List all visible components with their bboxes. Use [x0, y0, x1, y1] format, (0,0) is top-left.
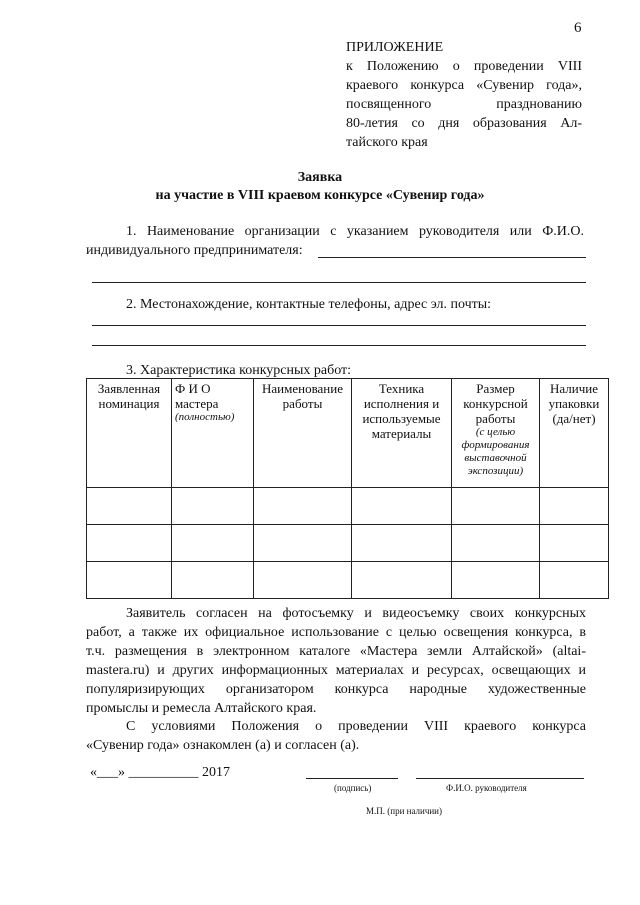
- appendix-line: тайского края: [346, 135, 428, 150]
- date-field[interactable]: «___» __________ 2017: [90, 765, 230, 780]
- table-cell[interactable]: [172, 562, 254, 599]
- page-number: 6: [574, 20, 582, 36]
- section-1: [86, 222, 584, 260]
- header-text: Наименование работы: [262, 381, 343, 411]
- table-cell[interactable]: [172, 488, 254, 525]
- table-header-row: [87, 379, 609, 488]
- consent-line: популяризирующих организатором конкурса народные художественные: [86, 682, 586, 697]
- address-field-line[interactable]: [92, 325, 586, 326]
- consent-paragraph: [86, 604, 586, 718]
- table-cell[interactable]: [540, 525, 609, 562]
- table-cell[interactable]: [452, 562, 540, 599]
- stamp-caption: М.П. (при наличии): [366, 806, 442, 816]
- signature-line[interactable]: [306, 778, 398, 779]
- document-subtitle: на участие в VIII краевом конкурсе «Сувенир года»: [155, 188, 485, 203]
- table-row: [87, 488, 609, 525]
- address-field-line[interactable]: [92, 345, 586, 346]
- consent-line: mastera.ru) и других информационных материалах и ресурсах, освещающих и: [86, 663, 586, 678]
- appendix-line: краевого конкурса «Сувенир года»,: [346, 78, 582, 93]
- section-1-line: 1. Наименование организации с указанием руководителя или Ф.И.О.: [126, 224, 584, 239]
- appendix-line: 80-летия со дня образования Ал-: [346, 116, 582, 131]
- table-cell[interactable]: [87, 488, 172, 525]
- name-caption: Ф.И.О. руководителя: [446, 783, 527, 793]
- header-note: (полностью): [175, 411, 235, 423]
- header-text: Ф И О мастера: [175, 381, 219, 411]
- table-header-cell: [352, 379, 452, 488]
- header-text: Техника исполнения и используемые материалы: [362, 381, 441, 441]
- table-cell[interactable]: [352, 562, 452, 599]
- table-cell[interactable]: [352, 525, 452, 562]
- table-cell[interactable]: [254, 562, 352, 599]
- section-1-line: индивидуального предпринимателя:: [86, 243, 303, 258]
- appendix-line: посвященного празднованию: [346, 97, 582, 112]
- table-cell[interactable]: [87, 525, 172, 562]
- agreement-line: «Сувенир года» ознакомлен (а) и согласен (а).: [86, 738, 360, 753]
- table-cell[interactable]: [87, 562, 172, 599]
- consent-line: работ, а также их официальное использование с целью освещения конкурса, в: [86, 625, 586, 640]
- header-text: Наличие упаковки (да/нет): [548, 381, 600, 426]
- appendix-line: к Положению о проведении VIII: [346, 59, 582, 74]
- signature-caption: (подпись): [334, 783, 372, 793]
- agreement-line: С условиями Положения о проведении VIII краевого конкурса: [126, 719, 586, 734]
- org-name-field-line[interactable]: [92, 282, 586, 283]
- section-3: 3. Характеристика конкурсных работ:: [126, 363, 352, 378]
- header-text: Заявленная номинация: [97, 381, 161, 411]
- name-line[interactable]: [416, 778, 584, 779]
- table-row: [87, 562, 609, 599]
- table-header-cell: [452, 379, 540, 488]
- header-text: Размер конкурсной работы: [463, 381, 528, 426]
- table-cell[interactable]: [452, 488, 540, 525]
- table-cell[interactable]: [254, 525, 352, 562]
- document-title: Заявка: [297, 170, 343, 185]
- header-note: (с целью формирования выставочной экспозиции): [461, 426, 530, 477]
- appendix-line: ПРИЛОЖЕНИЕ: [346, 40, 444, 55]
- table-cell[interactable]: [452, 525, 540, 562]
- consent-line: Заявитель согласен на фотосъемку и видеосъемку своих конкурсных: [126, 606, 586, 621]
- table-cell[interactable]: [540, 488, 609, 525]
- consent-line: промыслы и ремесла Алтайского края.: [86, 701, 317, 716]
- table-cell[interactable]: [172, 525, 254, 562]
- appendix-header: [346, 38, 582, 152]
- table-header-cell: [87, 379, 172, 488]
- table-row: [87, 525, 609, 562]
- table-cell[interactable]: [352, 488, 452, 525]
- table-header-cell: [254, 379, 352, 488]
- section-2: 2. Местонахождение, контактные телефоны, адрес эл. почты:: [126, 297, 492, 312]
- works-table: [86, 378, 609, 599]
- table-cell[interactable]: [540, 562, 609, 599]
- table-header-cell: [540, 379, 609, 488]
- consent-line: т.ч. размещения в электронном каталоге «Мастера земли Алтайской» (altai-: [86, 644, 586, 659]
- org-name-field-line[interactable]: [318, 257, 586, 258]
- table-cell[interactable]: [254, 488, 352, 525]
- table-header-cell: [172, 379, 254, 488]
- agreement-paragraph: [86, 717, 586, 755]
